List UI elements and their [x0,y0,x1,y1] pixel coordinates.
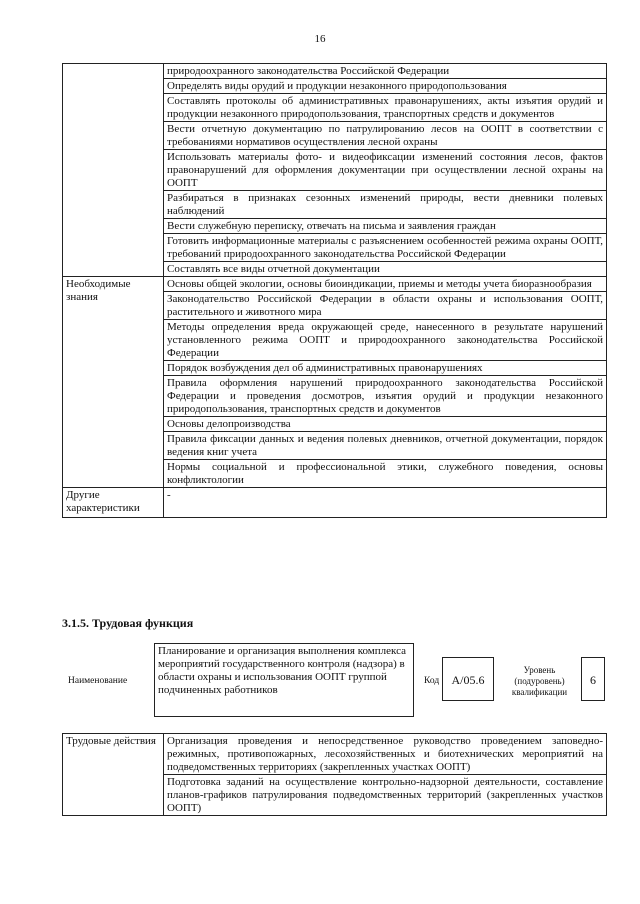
name-label: Наименование [68,676,128,686]
action-item: Подготовка заданий на осуществление контрольно-надзорной деятельности, составление планов-графиков патрулирования подведомственных территорий (закрепленных участков ООПТ) [164,775,607,816]
knowledge-item: Основы делопроизводства [164,417,607,432]
requirements-table [62,63,607,518]
skill-item: Вести отчетную документацию по патрулированию лесов на ООПТ в соответствии с требованиями нормативов осуществления лесной охраны [164,122,607,150]
table-row [63,488,607,518]
code-value: А/05.6 [442,657,494,701]
knowledge-label: Необходимые знания [63,277,164,488]
skill-item: природоохранного законодательства Российской Федерации [164,64,607,79]
function-name-value: Планирование и организация выполнения комплекса мероприятий государственного контроля (надзора) в области охраны и использования ООПТ группой подчиненных работников [154,643,414,717]
skill-item: Использовать материалы фото- и видеофиксации изменений состояния лесов, фактов правонарушений для оформления документации при осуществлении лесной охраны на ООПТ [164,150,607,191]
skill-item: Определять виды орудий и продукции незаконного природопользования [164,79,607,94]
knowledge-item: Законодательство Российской Федерации в области охраны и использования ООПТ, растительного и животного мира [164,292,607,320]
table-row [63,734,607,775]
action-item: Организация проведения и непосредственное руководство проведением заповедно-режимных, противопожарных, лесохозяйственных и биотехнических мероприятий на подведомственных территориях (закрепленных участках ООПТ) [164,734,607,775]
page-number: 16 [314,33,326,45]
knowledge-item: Основы общей экологии, основы биоиндикации, приемы и методы учета биоразнообразия [164,277,607,292]
skill-item: Вести служебную переписку, отвечать на письма и заявления граждан [164,219,607,234]
skill-item: Разбираться в признаках сезонных изменений природы, вести дневники полевых наблюдений [164,191,607,219]
other-characteristics-label: Другие характеристики [63,488,164,518]
actions-table [62,733,607,816]
skill-item: Составлять протоколы об административных правонарушениях, акты изъятия орудий и продукции незаконного природопользования, транспортных средств и документов [164,94,607,122]
knowledge-item: Правила фиксации данных и ведения полевых дневников, отчетной документации, порядок ведения книг учета [164,432,607,460]
skill-item: Готовить информационные материалы с разъяснением особенностей режима охраны ООПТ, требований природоохранного законодательства Российской Федерации [164,234,607,262]
section-heading: 3.1.5. Трудовая функция [62,616,194,630]
skills-label-cell [63,64,164,277]
knowledge-item: Нормы социальной и профессиональной этики, служебного поведения, основы конфликтологии [164,460,607,488]
skill-item: Составлять все виды отчетной документации [164,262,607,277]
knowledge-item: Методы определения вреда окружающей среде, нанесенного в результате нарушений установленного режима ООПТ и природоохранного законодательства Российской Федерации [164,320,607,361]
other-characteristics-value: - [164,488,607,518]
knowledge-item: Правила оформления нарушений природоохранного законодательства Российской Федерации и проведения досмотров, изъятия орудий и продукции незаконного природопользования, транспортных средств и документов [164,376,607,417]
function-name-row [62,643,606,719]
knowledge-item: Порядок возбуждения дел об административных правонарушениях [164,361,607,376]
actions-label: Трудовые действия [63,734,164,816]
code-label: Код [424,676,440,686]
level-value: 6 [581,657,605,701]
level-label: Уровень (подуровень) квалификации [511,665,568,697]
table-row [63,64,607,79]
table-row [63,277,607,292]
